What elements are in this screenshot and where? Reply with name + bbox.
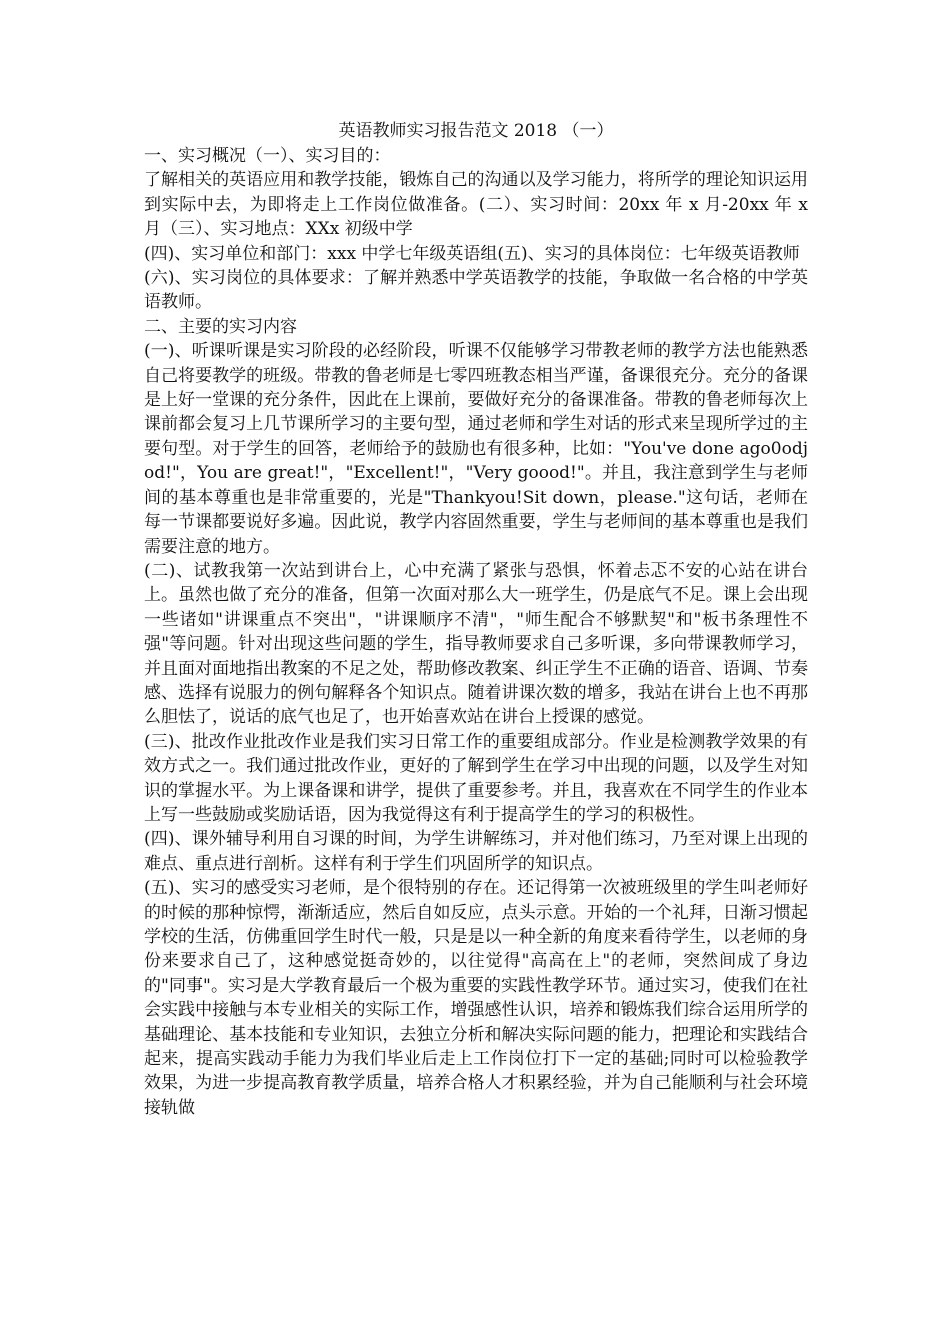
paragraph-tutoring: (四)、课外辅导利用自习课的时间，为学生讲解练习，并对他们练习，乃至对课上出现的难点、重点进行剖析。这样有利于学生们巩固所学的知识点。: [144, 829, 808, 874]
paragraph-requirements: (六)、实习岗位的具体要求：了解并熟悉中学英语教学的技能，争取做一名合格的中学英语教师。: [144, 268, 808, 313]
paragraph-reflection: (五)、实习的感受实习老师，是个很特别的存在。还记得第一次被班级里的学生叫老师好的时候的那种惊愕，渐渐适应，然后自如反应，点头示意。开始的一个礼拜，日渐习惯起学校的生活，仿佛重回学生时代一般，只是是以一种全新的角度来看待学生，以老师的身份来要求自己了，这种感觉挺奇妙的，以往觉得"高高在上"的老师，突然间成了身边的"同事"。实习是大学教育最后一个极为重要的实践性教学环节。通过实习，使我们在社会实践中接触与本专业相关的实际工作，增强感性认识，培养和锻炼我们综合运用所学的基础理论、基本技能和专业知识，去独立分析和解决实际问题的能力，把理论和实践结合起来，提高实践动手能力为我们毕业后走上工作岗位打下一定的基础;同时可以检验教学效果，为进一步提高教育教学质量，培养合格人才积累经验，并为自己能顺利与社会环境接轨做: [144, 878, 808, 1118]
document-title: 英语教师实习报告范文 2018 （一）: [338, 121, 614, 141]
paragraph-purpose-time-location: 了解相关的英语应用和教学技能，锻炼自己的沟通以及学习能力，将所学的理论知识运用到实际中去，为即将走上工作岗位做准备。(二）、实习时间：20xx 年 x 月-20xx 年 x 月（三）、实习地点：XXx 初级中学: [144, 170, 808, 240]
document-page: [144, 119, 808, 1120]
paragraph-unit-position: (四)、实习单位和部门：xxx 中学七年级英语组(五)、实习的具体岗位：七年级英语教师: [144, 243, 800, 264]
paragraph-trial-teaching: (二)、试教我第一次站到讲台上，心中充满了紧张与恐惧，怀着忐忑不安的心站在讲台上。虽然也做了充分的准备，但第一次面对那么大一班学生，仍是底气不足。课上会出现一些诸如"讲课重点不突出"，"讲课顺序不清"，"师生配合不够默契"和"板书条理性不强"等问题。针对出现这些问题的学生，指导教师要求自己多听课，多向带课教师学习，并且面对面地指出教案的不足之处，帮助修改教案、纠正学生不正确的语音、语调、节奏感、选择有说服力的例句解释各个知识点。随着讲课次数的增多，我站在讲台上也不再那么胆怯了，说话的底气也足了，也开始喜欢站在讲台上授课的感觉。: [144, 560, 808, 728]
section-heading-content: 二、主要的实习内容: [144, 316, 297, 337]
paragraph-grading: (三)、批改作业批改作业是我们实习日常工作的重要组成部分。作业是检测教学效果的有效方式之一。我们通过批改作业，更好的了解到学生在学习中出现的问题，以及学生对知识的掌握水平。为上课备课和讲学，提供了重要参考。并且，我喜欢在不同学生的作业本上写一些鼓励或奖励话语，因为我觉得这有利于提高学生的学习的积极性。: [144, 731, 808, 825]
section-heading-overview: 一、实习概况（一）、实习目的：: [144, 146, 391, 166]
paragraph-observation: (一)、听课听课是实习阶段的必经阶段，听课不仅能够学习带教老师的教学方法也能熟悉自己将要教学的班级。带教的鲁老师是七零四班教态相当严谨，备课很充分。充分的备课是上好一堂课的充分条件，因此在上课前，要做好充分的备课准备。带教的鲁老师每次上课前都会复习上几节课所学习的主要句型，通过老师和学生对话的形式来呈现所学过的主要句型。对于学生的回答，老师给予的鼓励也有很多种，比如："You've done ago0odjod!"，You are great!"，"Excellent!"，"Very goood!"。并且，我注意到学生与老师间的基本尊重也是非常重要的，光是"Thankyou!Sit down，please."这句话，老师在每一节课都要说好多遍。因此说，教学内容固然重要，学生与老师间的基本尊重也是我们需要注意的地方。: [144, 341, 808, 557]
